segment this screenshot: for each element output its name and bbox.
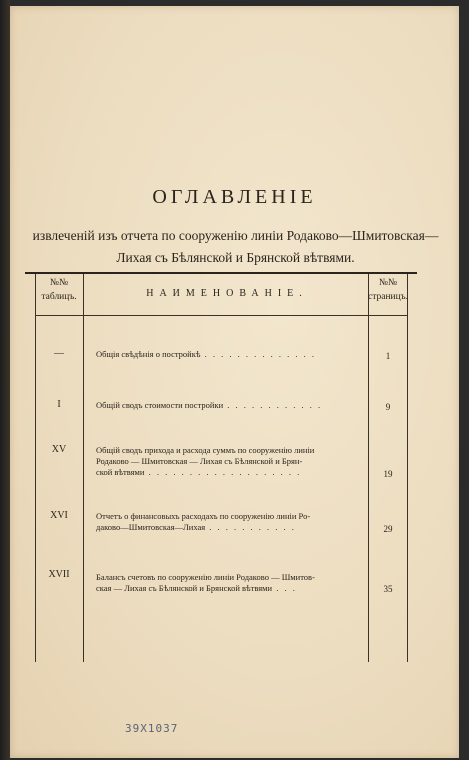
header-table-number bbox=[35, 276, 83, 304]
row-2-page: 9 bbox=[385, 402, 391, 412]
subtitle-line-2: Лихая съ Бѣлянской и Брянской вѣтвями. bbox=[116, 250, 355, 265]
header-col1-label: таблицъ. bbox=[41, 292, 77, 302]
row-2-table-number: I bbox=[57, 399, 61, 410]
header-col1-symbol: №№ bbox=[49, 278, 69, 288]
table-column-divider-2 bbox=[368, 274, 369, 662]
header-col3-label: страницъ. bbox=[368, 292, 408, 302]
header-page-number bbox=[368, 276, 408, 304]
row-3-table-number: XV bbox=[51, 444, 67, 455]
row-5-title: Балансъ счетовъ по сооруженiю линiи Родаково — Шмитов- ская — Лихая съ Бѣлянской и Брянской вѣтвями . . . bbox=[96, 572, 315, 593]
row-5-table-number: XVII bbox=[48, 569, 70, 580]
row-1-table-number: — bbox=[54, 348, 64, 359]
page-title: ОГЛАВЛЕНIЕ bbox=[152, 186, 317, 208]
book-binding bbox=[0, 0, 10, 760]
subtitle-line-1: извлеченiй изъ отчета по сооруженiю линiи Родаково—Шмитовская— bbox=[32, 228, 439, 243]
row-3-page: 19 bbox=[383, 469, 393, 479]
table-left-border bbox=[35, 274, 36, 662]
row-1-page: 1 bbox=[385, 351, 391, 361]
row-4-table-number: XVI bbox=[50, 510, 68, 521]
document-page bbox=[10, 6, 459, 758]
row-4-title: Отчетъ о финансовыхъ расходахъ по сооруженiю линiи Ро- даково—Шмитовская—Лихая . . . . . . . . . . . bbox=[96, 511, 311, 532]
row-2-title: Общiй сводъ стоимости постройки . . . . . . . . . . . . bbox=[96, 400, 323, 410]
library-stamp: 39X1037 bbox=[125, 722, 179, 735]
table-header-rule bbox=[35, 315, 407, 316]
table-column-divider-1 bbox=[83, 274, 84, 662]
row-1-title: Общiя свѣдѣнiя о постройкѣ . . . . . . . . . . . . . . bbox=[96, 349, 316, 359]
row-3-title: Общiй сводъ прихода и расхода суммъ по сооруженiю линiи Родаково — Шмитовская — Лихая съ Бѣлянской и Брян- ской вѣтвями . . . . . . . . . . . . . . . . . . . bbox=[96, 445, 315, 477]
row-4-page: 29 bbox=[383, 524, 393, 534]
header-name: НАИМЕНОВАНIЕ. bbox=[146, 288, 308, 299]
row-5-page: 35 bbox=[383, 584, 393, 594]
header-col3-symbol: №№ bbox=[378, 278, 398, 288]
table-right-border bbox=[407, 274, 408, 662]
